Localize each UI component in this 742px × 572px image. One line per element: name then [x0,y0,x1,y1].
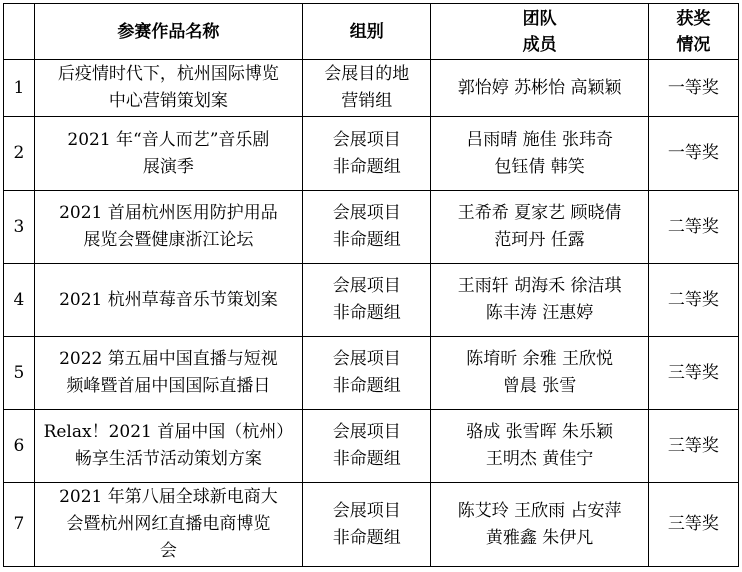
team-members [431,264,648,337]
row-number: 3 [4,191,35,264]
header-title: 参赛作品名称 [34,4,302,60]
header-group: 组别 [303,4,431,60]
row-number: 5 [4,337,35,410]
entry-title-line: Relax！2021 首届中国（杭州） [43,422,294,442]
entry-group [303,264,431,337]
team-members [431,117,648,191]
entry-title-line: 后疫情时代下，杭州国际博览 [57,64,279,84]
table-row [4,117,739,191]
header-number [4,4,35,60]
entry-title-line: 展演季 [142,156,194,177]
team-members [431,191,648,264]
entry-title-line: 2021 首届杭州医用防护用品 [59,203,278,223]
entry-group-line: 会展项目 [332,203,401,223]
header-award-line: 获奖 [676,8,711,29]
team-members [431,483,648,567]
entry-group-line: 非命题组 [332,303,401,323]
table-row [4,264,739,337]
team-members-line: 郭怡婷 苏彬怡 高颖颖 [457,77,622,98]
entry-group-line: 非命题组 [332,230,401,250]
row-number: 6 [4,410,35,483]
row-number: 4 [4,264,35,337]
awards-table [3,3,739,567]
entry-title [34,410,302,483]
header-members [431,4,648,60]
team-members-line: 王明杰 黄佳宁 [485,449,594,469]
entry-title-line: 2021 杭州草莓音乐节策划案 [59,289,278,310]
team-members-line: 曾晨 张雪 [502,376,577,396]
entry-title-line: 畅享生活节活动策划方案 [74,449,262,469]
table-row [4,337,739,410]
entry-title [34,117,302,191]
team-members-line: 骆成 张雪晖 朱乐颖 [466,422,614,442]
entry-title-line: 会暨杭州网红直播电商博览 [66,514,271,534]
award-level: 三等奖 [648,410,738,483]
award-level: 一等奖 [648,117,738,191]
entry-title-line: 会 [159,541,177,561]
header-award-line: 情况 [676,34,711,55]
header-award [648,4,738,60]
team-members [431,337,648,410]
table-row [4,191,739,264]
entry-title [34,191,302,264]
row-number: 1 [4,60,35,117]
team-members-line: 陈堉昕 余雅 王欣悦 [466,349,614,369]
entry-group-line: 非命题组 [332,527,401,548]
award-level: 二等奖 [648,264,738,337]
entry-title-line: 2021 年“音人而艺”音乐剧 [67,129,270,150]
table-row [4,483,739,567]
entry-group [303,483,431,567]
entry-group-line: 会展目的地 [324,64,410,84]
award-level: 三等奖 [648,337,738,410]
entry-title-line: 2021 年第八届全球新电商大 [59,487,278,507]
header-members-line: 团队 [522,8,557,29]
award-level: 二等奖 [648,191,738,264]
entry-group [303,410,431,483]
team-members-line: 王雨轩 胡海禾 徐洁琪 [457,276,622,296]
entry-title [34,264,302,337]
entry-group-line: 营销组 [341,91,393,111]
team-members-line: 王希希 夏家艺 顾晓倩 [457,203,622,223]
team-members-line: 陈艾玲 王欣雨 占安萍 [457,500,622,521]
entry-group [303,117,431,191]
entry-group [303,337,431,410]
team-members [431,60,648,117]
table-row [4,60,739,117]
entry-group [303,60,431,117]
entry-group-line: 非命题组 [332,156,401,177]
entry-group-line: 会展项目 [332,422,401,442]
award-level: 一等奖 [648,60,738,117]
entry-group-line: 会展项目 [332,500,401,521]
team-members-line: 黄雅鑫 朱伊凡 [485,527,594,548]
header-row [4,4,739,60]
entry-group-line: 非命题组 [332,376,401,396]
team-members-line: 吕雨晴 施佳 张玮奇 [466,129,614,150]
team-members-line: 范珂丹 任露 [494,230,585,250]
entry-group-line: 会展项目 [332,349,401,369]
entry-title [34,337,302,410]
team-members [431,410,648,483]
entry-title [34,483,302,567]
row-number: 7 [4,483,35,567]
entry-group-line: 非命题组 [332,449,401,469]
table-row [4,410,739,483]
row-number: 2 [4,117,35,191]
entry-group-line: 会展项目 [332,129,401,150]
entry-title-line: 中心营销策划案 [108,91,228,111]
award-level: 三等奖 [648,483,738,567]
entry-group [303,191,431,264]
entry-title-line: 频峰暨首届中国国际直播日 [66,376,271,396]
team-members-line: 陈丰涛 汪惠婷 [485,303,594,323]
entry-title-line: 2022 第五届中国直播与短视 [59,349,278,369]
team-members-line: 包钰倩 韩笑 [494,156,585,177]
header-members-line: 成员 [522,34,557,55]
entry-title [34,60,302,117]
entry-group-line: 会展项目 [332,276,401,296]
awards-table-body [4,4,739,567]
entry-title-line: 展览会暨健康浙江论坛 [83,230,254,250]
